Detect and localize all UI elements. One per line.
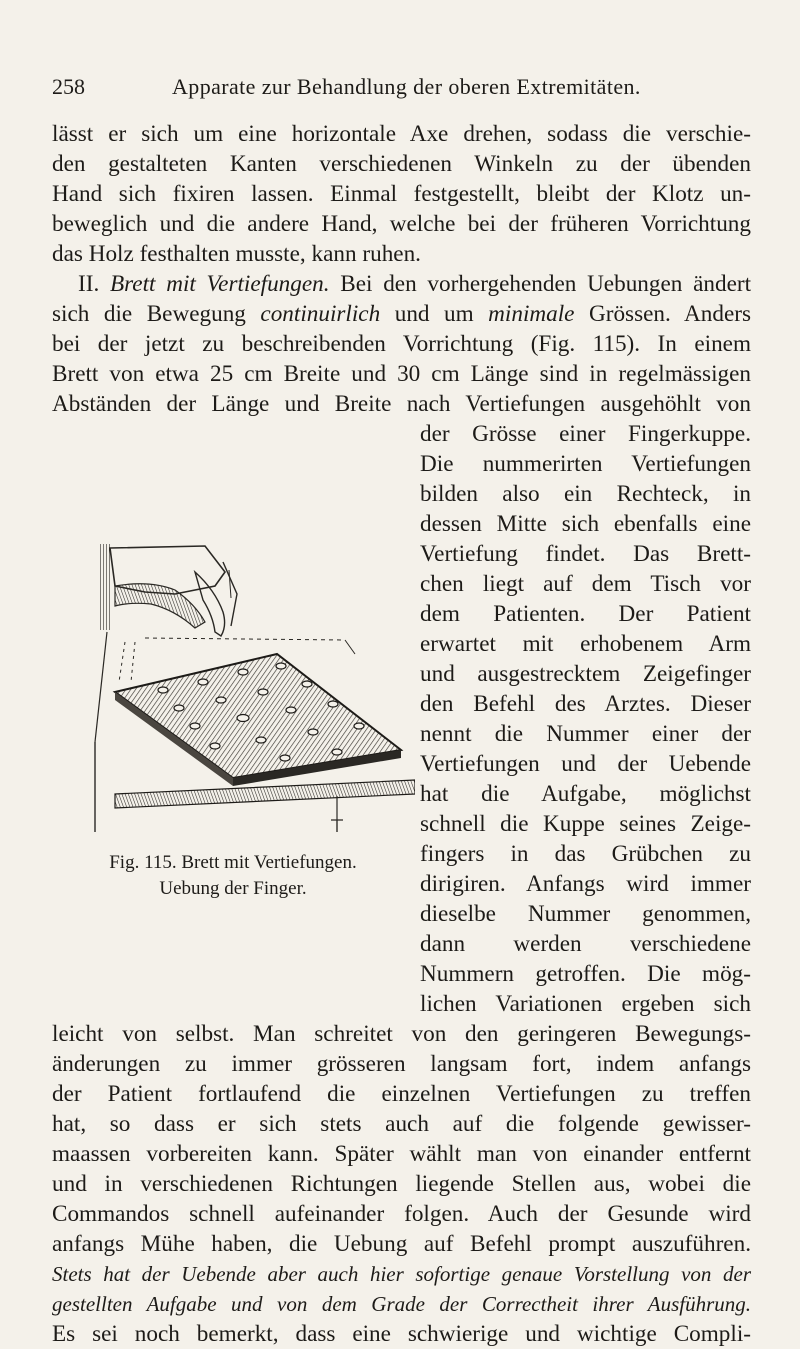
text-line: Nummern getroffen. Die mög- — [420, 961, 751, 987]
text-line: fingers in das Grübchen zu — [420, 841, 751, 867]
text-line: dem Patienten. Der Patient — [420, 601, 751, 627]
text-line: erwartet mit erhobenem Arm — [420, 631, 751, 657]
section-text: Bei den vorhergehenden Uebungen ändert — [329, 271, 752, 297]
text-line: Es sei noch bemerkt, dass eine schwierige und wichtige Compli- — [52, 1321, 751, 1347]
italic-text-line: Stets hat der Uebende aber auch hier sofortige genaue Vorstellung von der — [52, 1262, 751, 1286]
board-with-recesses-illustration — [55, 532, 415, 844]
text-line: und in verschiedenen Richtungen liegende Stellen aus, wobei die — [52, 1171, 751, 1197]
emphasis-term: minimale — [488, 301, 575, 327]
text-line: Vertiefung findet. Das Brett- — [420, 541, 751, 567]
text-line: den gestalteten Kanten verschiedenen Winkeln zu der übenden — [52, 151, 751, 177]
text-line: anfangs Mühe haben, die Uebung auf Befehl prompt auszuführen. — [52, 1231, 751, 1257]
pointing-finger — [195, 572, 225, 636]
text-line: das Holz festhalten musste, kann ruhen. — [52, 241, 421, 267]
text-line: änderungen zu immer grösseren langsam fort, indem anfangs — [52, 1051, 751, 1077]
text-line: Brett von etwa 25 cm Breite und 30 cm Länge sind in regelmässigen — [52, 361, 751, 387]
text-line: lichen Variationen ergeben sich — [420, 991, 751, 1017]
running-head — [52, 72, 752, 102]
text-line: nennt die Nummer einer der — [420, 721, 751, 747]
text-line: dieselbe Nummer genommen, — [420, 901, 751, 927]
sleeve-cuff — [100, 544, 110, 630]
text-line: hat, so dass er sich stets auch auf die folgende gewisser- — [52, 1111, 751, 1137]
text-line: den Befehl des Arztes. Dieser — [420, 691, 751, 717]
text-line: Hand sich fixiren lassen. Einmal festgestellt, bleibt der Klotz un- — [52, 181, 751, 207]
section-heading-line — [78, 269, 751, 299]
section-title: Brett mit Vertiefungen. — [109, 271, 330, 297]
text-line: leicht von selbst. Man schreitet von den geringeren Bewegungs- — [52, 1021, 751, 1047]
text-line: chen liegt auf dem Tisch vor — [420, 571, 751, 597]
text-line: dann werden verschiedene — [420, 931, 751, 957]
text-line: beweglich und die andere Hand, welche bei der früheren Vorrichtung — [52, 211, 751, 237]
text-line: Vertiefungen und der Uebende — [420, 751, 751, 777]
italic-text-line: gestellten Aufgabe und von dem Grade der Correctheit ihrer Ausführung. — [52, 1292, 751, 1316]
text-span: sich die Bewegung — [52, 301, 261, 327]
section-number: II. — [78, 271, 100, 297]
text-line — [52, 299, 751, 329]
text-line: der Grösse einer Fingerkuppe. — [420, 421, 751, 447]
text-line: und ausgestrecktem Zeigefinger — [420, 661, 751, 687]
text-line: lässt er sich um eine horizontale Axe drehen, sodass die verschie- — [52, 121, 751, 147]
text-line: dessen Mitte sich ebenfalls eine — [420, 511, 751, 537]
text-line: Die nummerirten Vertiefungen — [420, 451, 751, 477]
figure-caption: Fig. 115. Brett mit Vertiefungen. — [109, 852, 357, 873]
text-line: der Patient fortlaufend die einzelnen Vertiefungen zu treffen — [52, 1081, 751, 1107]
text-span: Grössen. Anders — [574, 301, 751, 327]
text-line: schnell die Kuppe seines Zeige- — [420, 811, 751, 837]
page-header-title: Apparate zur Behandlung der oberen Extremitäten. — [172, 74, 641, 99]
text-line: maassen vorbereiten kann. Später wählt man von einander entfernt — [52, 1141, 751, 1167]
table-surface — [115, 780, 415, 808]
text-line: Abständen der Länge und Breite nach Vertiefungen ausgehöhlt von — [52, 391, 751, 417]
text-line: bilden also ein Rechteck, in — [420, 481, 751, 507]
page-number: 258 — [52, 74, 85, 99]
text-span: und um — [380, 301, 489, 327]
text-line: bei der jetzt zu beschreibenden Vorrichtung (Fig. 115). In einem — [52, 331, 751, 357]
text-line: dirigiren. Anfangs wird immer — [420, 871, 751, 897]
text-line: Commandos schnell aufeinander folgen. Auch der Gesunde wird — [52, 1201, 751, 1227]
text-line: hat die Aufgabe, möglichst — [420, 781, 751, 807]
figure-caption-subtitle: Uebung der Finger. — [159, 878, 307, 899]
emphasis-term: continuirlich — [260, 301, 381, 327]
